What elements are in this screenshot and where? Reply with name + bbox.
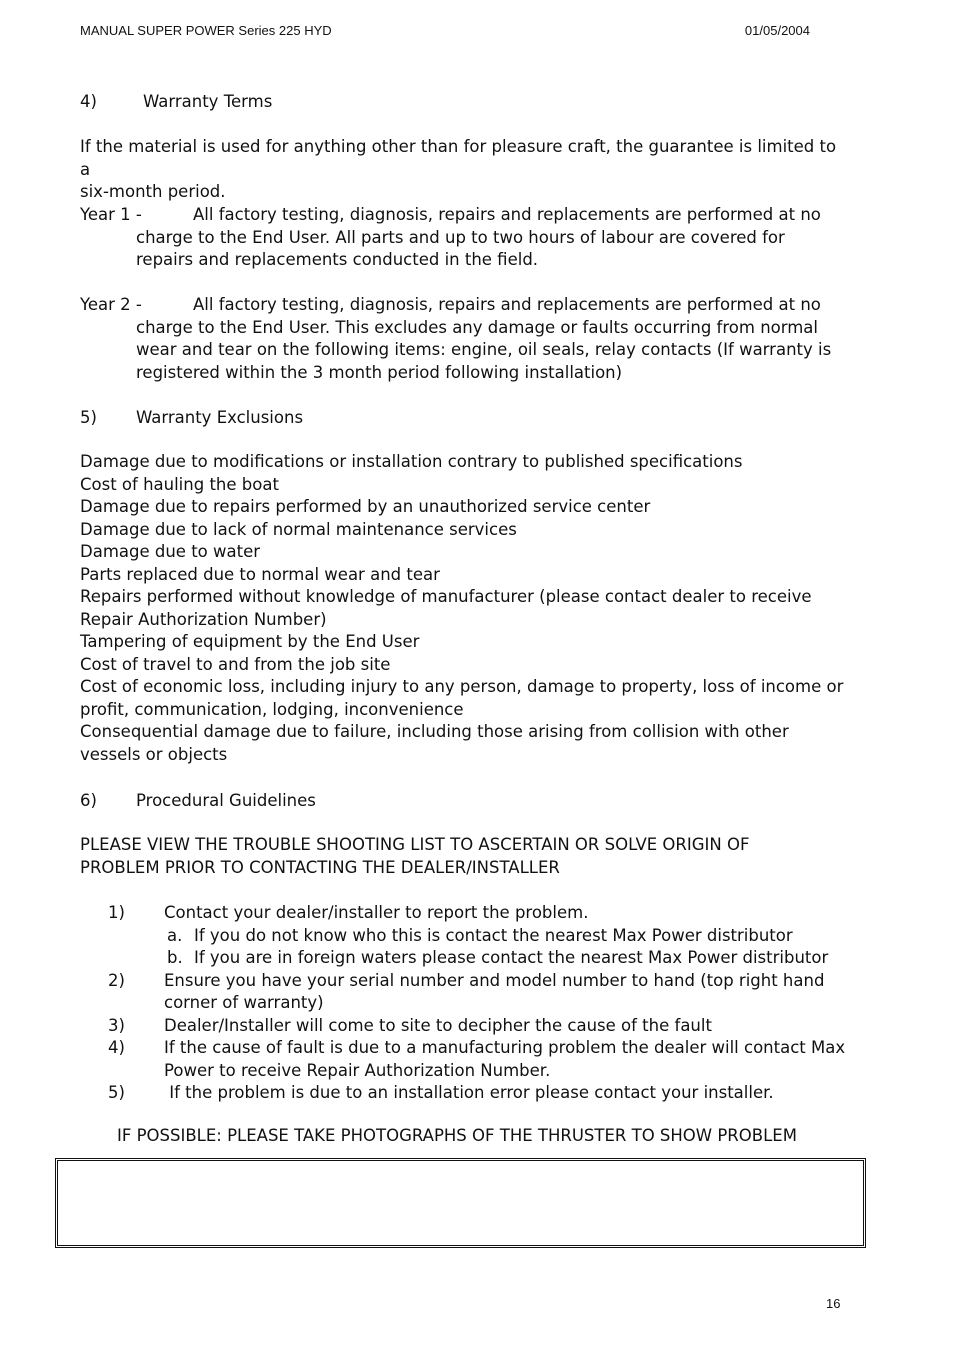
list-item: Tampering of equipment by the End User	[80, 632, 420, 651]
list-item: profit, communication, lodging, inconvenience	[80, 699, 464, 719]
year-1-terms: Year 1 - All factory testing, diagnosis, repairs and replacements are performed at no charge to the End User. All parts and up to two hours of labour are covered for repairs and replacements conducted in the field.	[80, 205, 821, 269]
section-title: Procedural Guidelines	[136, 791, 316, 810]
section-number: 6)	[80, 791, 97, 810]
photo-instruction: IF POSSIBLE: PLEASE TAKE PHOTOGRAPHS OF THE THRUSTER TO SHOW PROBLEM	[117, 1126, 797, 1145]
sub-steps	[164, 925, 848, 970]
page-number: 16	[826, 1296, 841, 1311]
procedure-steps	[108, 902, 848, 1105]
sub-step: b. If you are in foreign waters please contact the nearest Max Power distributor	[167, 948, 829, 967]
list-item: 2) Ensure you have your serial number and model number to hand (top right hand corner of warranty)	[108, 970, 825, 1012]
manual-title: MANUAL SUPER POWER Series 225 HYD	[80, 23, 332, 38]
list-item: 5) If the problem is due to an installation error please contact your installer.	[108, 1082, 848, 1105]
list-item: Parts replaced due to normal wear and tear	[80, 564, 440, 584]
list-item: vessels or objects	[80, 744, 228, 764]
step-number: 2)	[108, 970, 125, 990]
page-header	[80, 23, 810, 41]
list-item: 1) Contact your dealer/installer to report the problem. a. If you do not know who this is contact the nearest Max Power distributor b. If you are in foreign waters please contact the nearest Max Power distributor	[108, 902, 848, 970]
list-item: 3) Dealer/Installer will come to site to decipher the cause of the fault	[108, 1015, 848, 1038]
year-label: Year 2 -	[80, 295, 142, 314]
list-item: Repairs performed without knowledge of manufacturer (please contact dealer to receive	[80, 587, 812, 606]
list-item: Damage due to lack of normal maintenance services	[80, 519, 517, 539]
list-item: Damage due to repairs performed by an unauthorized service center	[80, 497, 651, 516]
list-item: 4) If the cause of fault is due to a manufacturing problem the dealer will contact Max Power to receive Repair Authorization Number.	[108, 1038, 846, 1080]
warranty-intro: If the material is used for anything other than for pleasure craft, the guarantee is limited to a six-month period.	[80, 137, 837, 201]
list-item: Damage due to water	[80, 542, 261, 561]
step-number: 1)	[108, 903, 125, 922]
list-item: Cost of travel to and from the job site	[80, 654, 391, 674]
section-number: 4)	[80, 92, 97, 111]
section-title: Warranty Terms	[143, 92, 273, 111]
sub-step: a. If you do not know who this is contact the nearest Max Power distributor	[167, 925, 793, 945]
list-item: Damage due to modifications or installation contrary to published specifications	[80, 452, 743, 471]
year-2-terms: Year 2 - All factory testing, diagnosis, repairs and replacements are performed at no charge to the End User. This excludes any damage or faults occurring from normal wear and tear on the following items: engine, oil seals, relay contacts (If warranty is registered within the 3 month period following installation)	[80, 295, 832, 382]
list-item: Consequential damage due to failure, including those arising from collision with other	[80, 722, 789, 741]
step-number: 3)	[108, 1015, 125, 1035]
photo-area-box	[55, 1158, 866, 1248]
list-item: Cost of economic loss, including injury to any person, damage to property, loss of income or	[80, 677, 844, 696]
list-item: Cost of hauling the boat	[80, 474, 279, 494]
section-number: 5)	[80, 408, 97, 427]
section-title: Warranty Exclusions	[136, 408, 304, 427]
header-date: 01/05/2004	[744, 23, 810, 38]
year-label: Year 1 -	[80, 205, 142, 224]
step-number: 5)	[108, 1083, 125, 1102]
step-number: 4)	[108, 1038, 125, 1057]
list-item: Repair Authorization Number)	[80, 609, 327, 629]
exclusions-list	[80, 451, 850, 766]
troubleshooting-notice: PLEASE VIEW THE TROUBLE SHOOTING LIST TO ASCERTAIN OR SOLVE ORIGIN OF PROBLEM PRIOR TO CONTACTING THE DEALER/INSTALLER	[80, 835, 750, 877]
